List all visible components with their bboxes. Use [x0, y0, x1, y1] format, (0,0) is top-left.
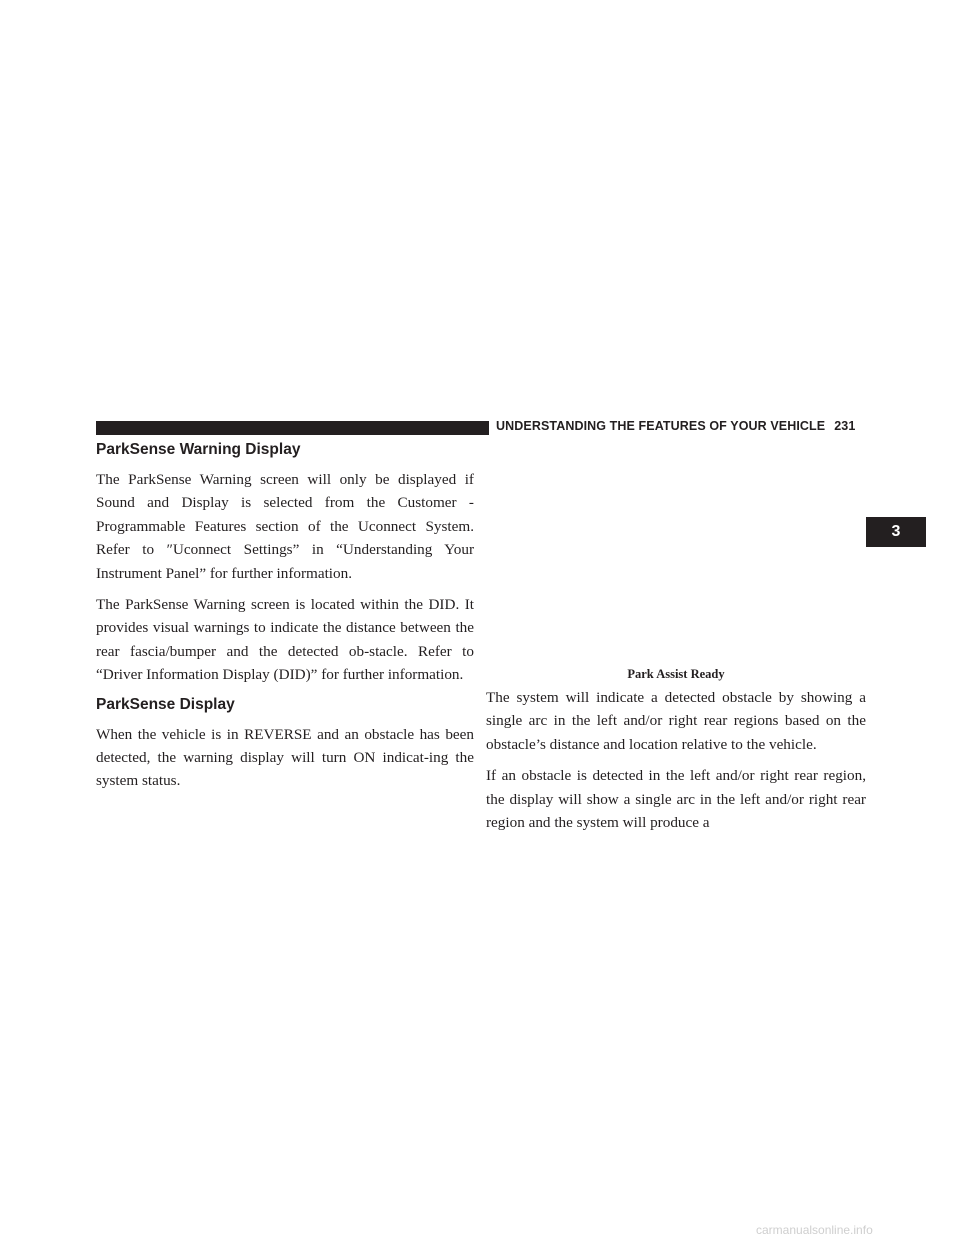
watermark: carmanualsonline.info	[756, 1223, 873, 1237]
left-column	[96, 441, 474, 801]
paragraph: If an obstacle is detected in the left and/or right rear region, the display will show a single arc in the left and/or right rear region and the system will produce a	[486, 767, 866, 832]
running-header	[496, 419, 866, 433]
paragraph: The system will indicate a detected obstacle by showing a single arc in the left and/or right rear regions based on the obstacle’s distance and location relative to the vehicle.	[486, 689, 866, 753]
paragraph: The ParkSense Warning screen is located within the DID. It provides visual warnings to indicate the distance between the rear fascia/bumper and the detected ob-stacle. Refer to “Driver Information Display (DID)” for further information.	[96, 596, 474, 684]
page-number: 231	[834, 419, 856, 433]
paragraph: The ParkSense Warning screen will only be displayed if Sound and Display is selected from the Customer - Programmable Features section of the Uconnect System. Refer to ″Uconnect Settings” in “Understanding Your Instrument Panel” for further information.	[96, 471, 474, 582]
header-rule	[96, 421, 489, 435]
right-column	[486, 686, 866, 842]
chapter-tab: 3	[866, 517, 926, 547]
section-title: UNDERSTANDING THE FEATURES OF YOUR VEHICLE	[496, 419, 826, 433]
paragraph: When the vehicle is in REVERSE and an obstacle has been detected, the warning display will turn ON indicat-ing the system status.	[96, 725, 474, 790]
heading-parksense-display: ParkSense Display	[96, 695, 235, 713]
figure-caption: Park Assist Ready	[627, 667, 725, 681]
heading-parksense-warning-display: ParkSense Warning Display	[96, 441, 301, 458]
